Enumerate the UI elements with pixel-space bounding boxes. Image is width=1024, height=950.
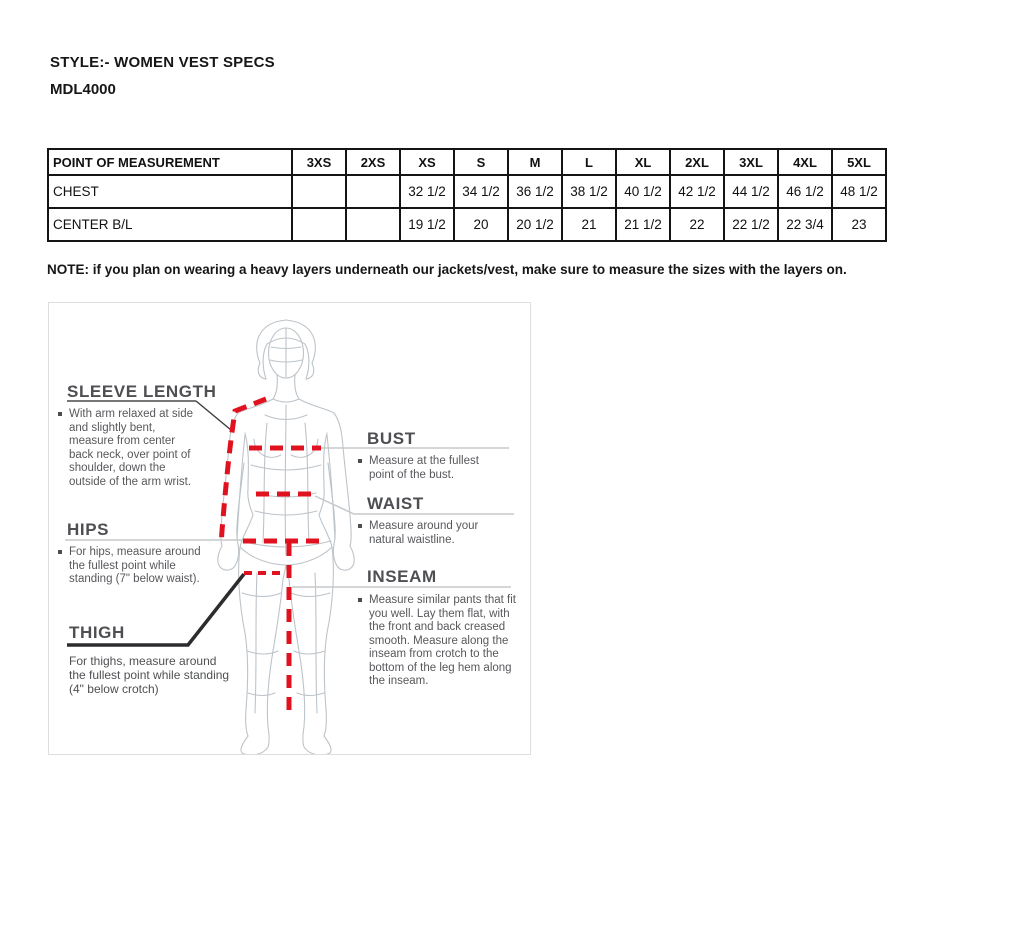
measurement-lines	[222, 399, 325, 713]
bullet-square-icon	[58, 412, 62, 416]
table-cell: 23	[832, 208, 886, 241]
table-cell: 19 1/2	[400, 208, 454, 241]
table-cell: 22	[670, 208, 724, 241]
table-cell: 22 1/2	[724, 208, 778, 241]
table-cell: 21 1/2	[616, 208, 670, 241]
table-row-center-bl	[48, 208, 886, 241]
column-header-size: XL	[616, 149, 670, 175]
size-table	[47, 148, 887, 242]
table-cell	[292, 175, 346, 208]
column-header-size: 2XL	[670, 149, 724, 175]
waist-heading: WAIST	[367, 494, 424, 513]
note-text: NOTE: if you plan on wearing a heavy layers underneath our jackets/vest, make sure to measure the sizes with the layers on.	[47, 262, 847, 277]
table-cell: 34 1/2	[454, 175, 508, 208]
column-header-size: 4XL	[778, 149, 832, 175]
column-header-size: XS	[400, 149, 454, 175]
table-cell: 32 1/2	[400, 175, 454, 208]
bust-desc	[369, 455, 503, 482]
bust-heading: BUST	[367, 429, 416, 448]
measurement-diagram	[48, 302, 531, 755]
thigh-desc-text: For thighs, measure around the fullest point while standing (4" below crotch)	[69, 654, 230, 696]
column-header-size: 5XL	[832, 149, 886, 175]
inseam-desc	[369, 594, 523, 689]
hips-desc	[69, 546, 205, 587]
row-label: CENTER B/L	[48, 208, 292, 241]
table-cell: 42 1/2	[670, 175, 724, 208]
bullet-square-icon	[358, 598, 362, 602]
figure-wireframe	[218, 320, 354, 754]
table-cell	[292, 208, 346, 241]
sleeve-length-desc-text: With arm relaxed at side and slightly bent, measure from center back neck, over point of shoulder, down the outside of the arm wrist.	[69, 408, 193, 488]
column-header-size: 3XL	[724, 149, 778, 175]
table-cell: 21	[562, 208, 616, 241]
column-header-size: 3XS	[292, 149, 346, 175]
table-header-row	[48, 149, 886, 175]
column-header-size: M	[508, 149, 562, 175]
column-header-point-of-measurement: POINT OF MEASUREMENT	[48, 149, 292, 175]
table-cell	[346, 208, 400, 241]
inseam-heading: INSEAM	[367, 567, 437, 586]
bullet-square-icon	[58, 550, 62, 554]
inseam-desc-text: Measure similar pants that fit you well. Lay them flat, with the front and back creased smooth. Measure along the inseam from crotch to the bottom of the leg hem along the inseam.	[369, 594, 517, 687]
table-cell: 20	[454, 208, 508, 241]
table-cell	[346, 175, 400, 208]
style-title: STYLE:- WOMEN VEST SPECS	[50, 54, 275, 71]
column-header-size: L	[562, 149, 616, 175]
sleeve-measure-line	[222, 399, 266, 545]
sleeve-connector-line	[196, 401, 231, 430]
table-row-chest	[48, 175, 886, 208]
bullet-square-icon	[358, 459, 362, 463]
row-label: CHEST	[48, 175, 292, 208]
waist-desc-text: Measure around your natural waistline.	[369, 520, 479, 546]
sleeve-length-heading: SLEEVE LENGTH	[67, 382, 217, 401]
model-number: MDL4000	[50, 81, 116, 98]
table-cell: 20 1/2	[508, 208, 562, 241]
bullet-square-icon	[358, 524, 362, 528]
hips-desc-text: For hips, measure around the fullest point while standing (7" below waist).	[69, 546, 201, 585]
sleeve-length-desc	[69, 408, 195, 489]
column-header-size: 2XS	[346, 149, 400, 175]
column-header-size: S	[454, 149, 508, 175]
waist-desc	[369, 520, 503, 547]
table-cell: 48 1/2	[832, 175, 886, 208]
table-cell: 44 1/2	[724, 175, 778, 208]
hips-heading: HIPS	[67, 520, 110, 539]
bust-desc-text: Measure at the fullest point of the bust.	[369, 455, 479, 481]
table-cell: 46 1/2	[778, 175, 832, 208]
table-cell: 38 1/2	[562, 175, 616, 208]
table-cell: 22 3/4	[778, 208, 832, 241]
thigh-desc	[69, 654, 231, 696]
table-cell: 36 1/2	[508, 175, 562, 208]
table-cell: 40 1/2	[616, 175, 670, 208]
thigh-heading: THIGH	[69, 623, 125, 642]
